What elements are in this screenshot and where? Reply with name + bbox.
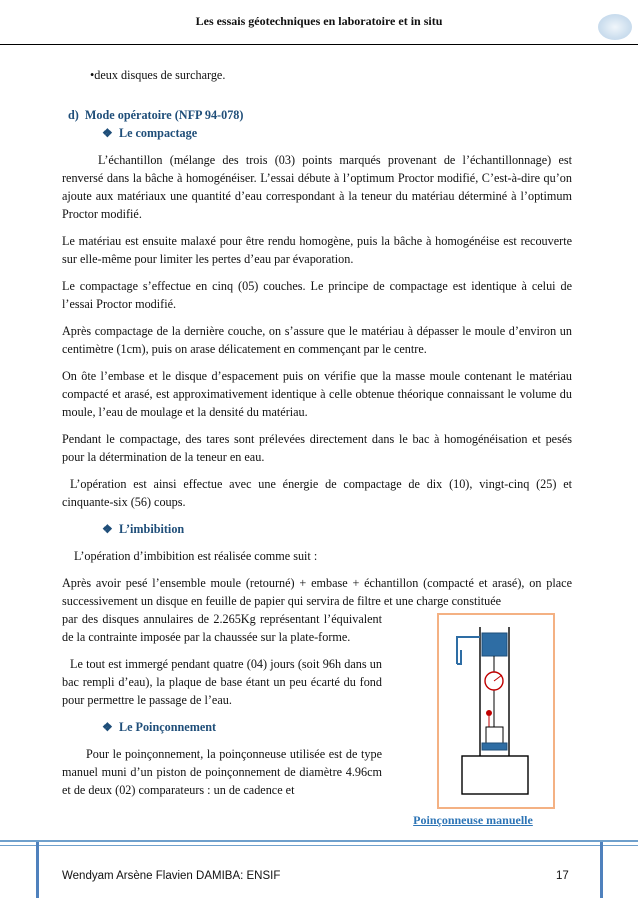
- diamond-bullet-icon: ❖: [102, 126, 113, 140]
- paragraph: On ôte l’embase et le disque d’espacement puis on vérifie que la masse moule contenant le matériau compacté et arasé, est approximativement identique à celle obtenue théorique connaissant le volume du moule, l’eau de moulage et la densité du matériau.: [62, 369, 572, 419]
- paragraph: Après avoir pesé l’ensemble moule (retourné) + embase + échantillon (compacté et arasé), on place successivement un disque en feuille de papier qui servira de filtre et une charge constituée: [62, 576, 572, 608]
- figure-caption: Poinçonneuse manuelle: [413, 813, 533, 827]
- footer-rule: [0, 845, 638, 846]
- subheading-poinconnement: ❖ Le Poinçonnement: [102, 720, 217, 734]
- bullet-dot-icon: •: [90, 68, 95, 82]
- footer-author: Wendyam Arsène Flavien DAMIBA: ENSIF: [62, 870, 281, 882]
- paragraph: Le tout est immergé pendant quatre (04) jours (soit 96h dans un bac rempli d’eau), la plaque de base étant un peu écarté du fond pour permettre le passage de l’eau.: [62, 657, 382, 707]
- page-number: 17: [556, 870, 569, 882]
- footer-bar-right: [600, 842, 603, 898]
- paragraph: par des disques annulaires de 2.265Kg représentant l’équivalent de la contrainte imposée par la chaussée sur la plate-forme.: [62, 612, 382, 644]
- header-ornament: [598, 14, 632, 40]
- paragraph: Le matériau est ensuite malaxé pour être rendu homogène, puis la bâche à homogénéise est recouverte sur elle-même pour limiter les pertes d’eau par évaporation.: [62, 234, 572, 266]
- paragraph: Après compactage de la dernière couche, on s’assure que le matériau à dépasser le moule d’environ un centimètre (1cm), puis on arase délicatement en commençant par le centre.: [62, 324, 572, 356]
- bullet-item: •deux disques de surcharge.: [90, 68, 226, 82]
- footer-bar-left: [36, 842, 39, 898]
- paragraph: Pendant le compactage, des tares sont prélevées directement dans le bac à homogénéisation et pesés pour la détermination de la teneur en eau.: [62, 432, 572, 464]
- figure-poinconneuse: [437, 613, 555, 809]
- paragraph: L’opération est ainsi effectue avec une énergie de compactage de dix (10), vingt-cinq (25) et cinquante-six (56) coups.: [62, 477, 572, 509]
- paragraph: Le compactage s’effectue en cinq (05) couches. Le principe de compactage est identique à celui de l’essai Proctor modifié.: [62, 279, 572, 311]
- paragraph: L’opération d’imbibition est réalisée comme suit :: [74, 549, 318, 563]
- paragraph: Pour le poinçonnement, la poinçonneuse utilisée est de type manuel muni d’un piston de poinçonnement de diamètre 4.96cm et de deux (02) comparateurs : un de cadence et: [62, 747, 382, 797]
- subheading-imbibition: ❖ L’imbibition: [102, 522, 185, 536]
- diamond-bullet-icon: ❖: [102, 720, 113, 734]
- subheading-compactage: ❖ Le compactage: [102, 126, 198, 140]
- page-header-title: Les essais géotechniques en laboratoire et in situ: [195, 14, 443, 28]
- header-rule: [0, 44, 638, 45]
- footer-rule: [0, 840, 638, 842]
- poinconneuse-diagram: [439, 615, 553, 807]
- diamond-bullet-icon: ❖: [102, 522, 113, 536]
- section-heading-d: d) Mode opératoire (NFP 94-078): [68, 108, 244, 122]
- paragraph: L’échantillon (mélange des trois (03) points marqués provenant de l’échantillonnage) est renversé dans la bâche à homogénéiser. L’essai débute à l’optimum Proctor modifié, C’est-à-dire qu’on ajoute aux matériaux une quantité d’eau correspondant à la teneur du matériau déterminé à l’optimum Proctor modifié.: [62, 153, 572, 221]
